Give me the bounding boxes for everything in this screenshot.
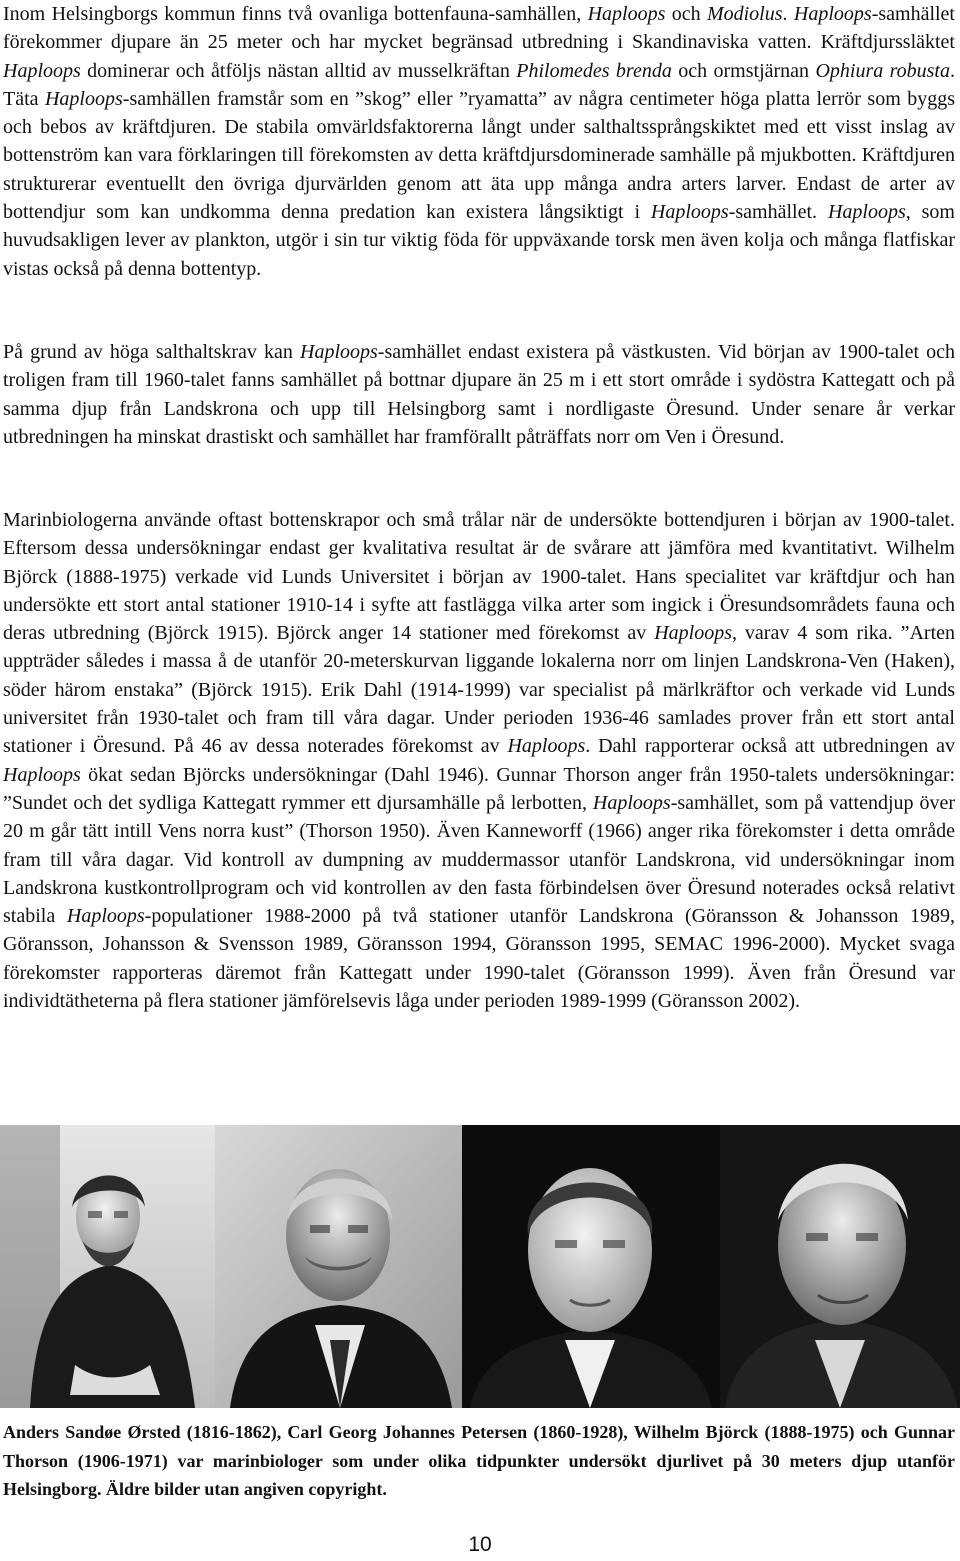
page-number: 10 [468,1533,492,1556]
portrait-photos-image [0,1125,960,1408]
species-name: Haploops [44,87,123,110]
portrait-thorson [720,1125,960,1408]
paragraph-2 [3,338,955,451]
text-segment: och ormstjärnan [671,59,816,82]
text-segment: På grund av höga salthaltskrav kan [3,341,300,363]
text-segment: och [665,3,707,25]
species-name: Haploops [827,201,906,224]
paragraph-1 [3,0,955,283]
text-segment: . Dahl rapporterar också att utbredningen av [585,735,955,758]
text-segment: . [782,3,794,25]
text-segment: -samhället, som på vattendjup över 20 m går tätt intill Vens norra kust” (Thorson 1950). Även Kanneworff (1966) anger rika förekomster i detta område fram till våra dagar. Vid kontroll av dumpning av muddermassor utanför Landskrona, vid undersökningar inom Landskrona kustkontrollprogram och vid kontrollen av den fasta förbindelsen över Öresund noterades också relativt stabila [3,791,955,928]
species-name: Haploops [650,201,729,224]
portrait-photo-strip [0,1125,960,1408]
text-segment: -samhällen framstår som en ”skog” eller ”ryamatta” av några centimeter höga platta lerrör som byggs och bebos av kräftdjuren. De stabila omvärldsfaktorerna långt under salthaltssprångskiktet med ett visst inslag av bottenström kan vara förklaringen till förekomsten av detta kräftdjursdominerade samhälle på mjukbotten. Kräftdjuren strukturerar eventuellt den övriga djurvärlden genom att äta upp många andra arters larver. Endast de arter av bottendjur som kan undkomma denna predation kan existera långsiktigt i [3,87,955,224]
species-name: Ophiura robusta [815,59,950,82]
species-name: Haploops [592,791,671,814]
text-segment: -samhället endast existera på västkusten. Vid början av 1900-talet och troligen fram till 1960-talet fanns samhället på bottnar djupare än 25 m i ett stort område i sydöstra Kattegatt och på samma djup från Landskrona och upp till Helsingborg samt i nordligaste Öresund. Under senare år verkar utbredningen ha minskat drastiskt och samhället har framförallt påträffats norr om Ven i Öresund. [3,341,955,448]
text-segment: -samhället. [728,201,828,224]
species-name: Haploops [3,763,81,786]
species-name: Haploops [507,735,586,758]
species-name: Philomedes brenda [516,59,672,82]
species-name: Haploops [66,905,145,928]
photo-caption: Anders Sandøe Ørsted (1816-1862), Carl Georg Johannes Petersen (1860-1928), Wilhelm Björck (1888-1975) och Gunnar Thorson (1906-1971) var marinbiologer som under olika tidpunkter undersökt djurlivet på 30 meters djup utanför Helsingborg. Äldre bilder utan angiven copyright. [3,1422,955,1499]
text-segment: , som huvudsakligen lever av plankton, utgör i sin tur viktig föda för uppväxande torsk men även kolja och många flatfiskar vistas också på denna bottentyp. [3,201,955,280]
species-name: Haploops [300,341,378,363]
species-name: Modiolus [706,3,783,25]
text-segment: dominerar och åtföljs nästan alltid av musselkräftan [80,59,517,82]
text-segment: -samhället förekommer djupare än 25 meter och har mycket begränsad utbredning i Skandinaviska vatten. Kräftdjurssläktet [3,3,955,54]
species-name: Haploops [654,622,732,645]
text-segment: Inom Helsingborgs kommun finns två ovanliga bottenfauna-samhällen, [3,3,588,25]
species-name: Haploops [793,3,872,25]
text-segment: . Täta [3,59,955,110]
species-name: Haploops [587,3,666,25]
paragraph-3 [3,506,955,1015]
text-segment: -populationer 1988-2000 på två stationer utanför Landskrona (Göransson & Johansson 1989, Göransson, Johansson & Svensson 1989, Göransson 1994, Göransson 1995, SEMAC 1996-2000). Mycket svaga förekomster rapporteras däremot från Kattegatt under 1990-talet (Göransson 1999). Även från Öresund var individtätheterna på flera stationer jämförelsevis låga under perioden 1989-1999 (Göransson 2002). [3,905,955,1013]
text-segment: Marinbiologerna använde oftast bottenskrapor och små trålar när de undersökte bottendjuren i början av 1900-talet. Eftersom dessa undersökningar endast ger kvalitativa resultat är de svårare att jämföra med kvantitativt. Wilhelm Björck (1888-1975) verkade vid Lunds Universitet i början av 1900-talet. Hans specialitet var kräftdjur och han undersökte ett stort antal stationer 1910-14 i syfte att fastlägga vilka arter som ingick i Öresundsområdets fauna och deras utbredning (Björck 1915). Björck anger 14 stationer med förekomst av [3,509,955,645]
text-segment: ökat sedan Björcks undersökningar (Dahl 1946). Gunnar Thorson anger från 1950-talets undersökningar: ”Sundet och det sydliga Kattegatt rymmer ett djursamhälle på lerbotten, [3,763,955,814]
text-segment: , varav 4 som rika. ”Arten uppträder således i massa å de utanför 20-meterskurvan liggande lokalerna norr om linjen Landskrona-Ven (Haken), söder härom enstaka” (Björck 1915). Erik Dahl (1914-1999) var specialist på märlkräftor och verkade vid Lunds universitet från 1930-talet och fram till våra dagar. Under perioden 1936-46 samlades prover från ett stort antal stationer i Öresund. På 46 av dessa noterades förekomst av [3,622,955,758]
portrait-orsted [0,1125,215,1408]
portrait-bjorck [462,1125,720,1408]
species-name: Haploops [3,59,81,82]
portrait-petersen [215,1125,462,1408]
